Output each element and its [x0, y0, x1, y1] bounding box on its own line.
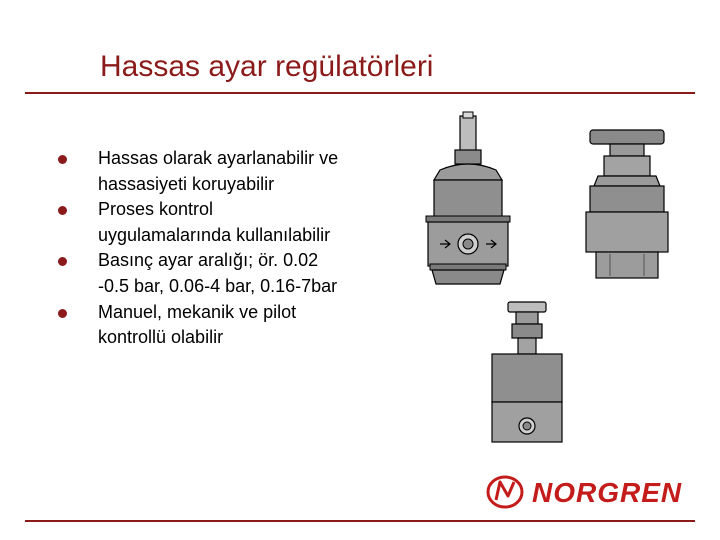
bullet-text: Basınç ayar aralığı; ör. 0.02 -0.5 bar, 0.06-4 bar, 0.16-7bar [98, 250, 338, 296]
bullet-text: Proses kontrol uygulamalarında kullanılabilir [98, 199, 331, 245]
regulator-boxy-illustration [586, 130, 668, 278]
slide-title: Hassas ayar regülatörleri [100, 50, 434, 83]
regulator-cylindrical-illustration [426, 112, 510, 284]
bullet-text: Hassas olarak ayarlanabilir ve hassasiyeti koruyabilir [98, 148, 339, 194]
regulator-compact-illustration [492, 302, 562, 442]
norgren-logo: NORGREN [532, 477, 683, 508]
norgren-logo-emblem [488, 477, 522, 507]
bullet-text: Manuel, mekanik ve pilot kontrollü olabilir [98, 301, 297, 348]
footer-divider [25, 520, 695, 522]
